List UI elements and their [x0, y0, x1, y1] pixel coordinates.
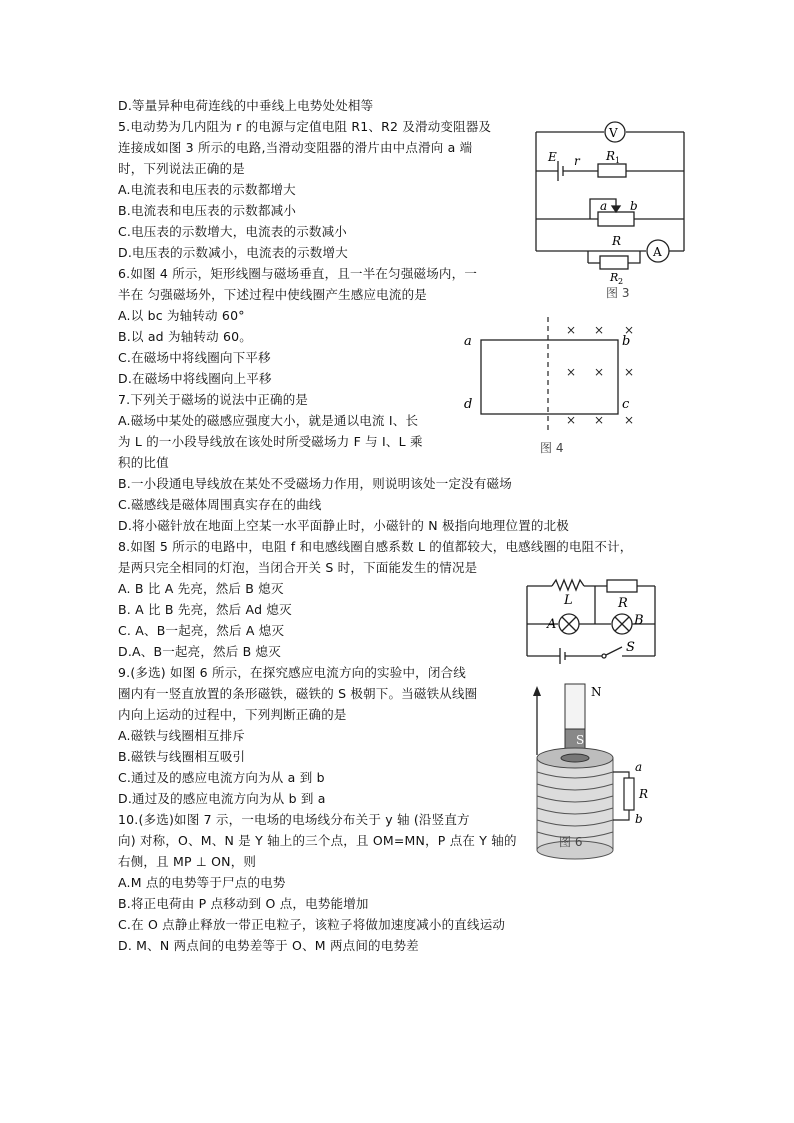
field-cross: × — [624, 323, 635, 337]
option-line: D.A、B一起亮，然后 B 熄灭 — [118, 644, 281, 659]
field-cross: × — [624, 365, 635, 379]
option-line: B.电流表和电压表的示数都减小 — [118, 203, 297, 218]
rheostat — [598, 212, 634, 226]
r2-label: R — [610, 271, 619, 284]
option-line: C.在磁场中将线圈向下平移 — [118, 350, 271, 365]
r2-subscript: 2 — [618, 277, 624, 286]
option-line: A.磁铁与线圈相互排斥 — [118, 728, 246, 743]
field-cross: × — [566, 365, 577, 379]
bar-magnet-n — [565, 684, 585, 729]
switch-contact — [602, 654, 606, 658]
figure-caption: 图 3 — [606, 286, 630, 300]
figure-5-inductor-circuit — [522, 576, 662, 666]
resistor-r — [607, 580, 637, 592]
option-line: B.以 ad 为轴转动 60。 — [118, 329, 252, 344]
resistor-label: R — [639, 787, 649, 801]
resistor-r — [624, 778, 634, 810]
figure-6-magnet-coil — [525, 680, 665, 860]
bulb-a-label: A — [547, 617, 557, 632]
field-cross: × — [566, 413, 577, 427]
node-a-label: a — [600, 199, 608, 213]
option-line: D. M、N 两点间的电势差等于 O、M 两点间的电势差 — [118, 938, 419, 953]
r1-subscript: 1 — [615, 156, 621, 165]
option-line: C.通过及的感应电流方向为从 a 到 b — [118, 770, 325, 785]
figure-6-caption: 图 6 — [559, 835, 583, 849]
question-stem: 半在 匀强磁场外，下述过程中使线圈产生感应电流的是 — [118, 287, 427, 302]
option-line: A. B 比 A 先亮，然后 B 熄灭 — [118, 581, 284, 596]
field-cross: × — [566, 323, 577, 337]
voltmeter-label: V — [609, 126, 618, 140]
field-cross: × — [594, 323, 605, 337]
terminal-a-label: a — [635, 760, 643, 774]
option-line: C.磁感线是磁体周围真实存在的曲线 — [118, 497, 322, 512]
question-stem: 6.如图 4 所示，矩形线圈与磁场垂直，且一半在匀强磁场内，一 — [118, 266, 478, 281]
option-line: 为 L 的一小段导线放在该处时所受磁场力 F 与 I、L 乘 — [118, 434, 423, 449]
emf-label: E — [548, 150, 557, 164]
option-line: C.电压表的示数增大，电流表的示数减小 — [118, 224, 348, 239]
resistor-label: R — [618, 596, 628, 611]
option-line: A.以 bc 为轴转动 60° — [118, 308, 245, 323]
inductor-label: L — [564, 593, 573, 608]
corner-a-label: a — [464, 334, 472, 349]
question-stem: 右侧，且 MP ⊥ ON，则 — [118, 854, 257, 869]
resistor-r2 — [600, 256, 628, 269]
question-stem: 10.(多选)如图 7 示，一电场的电场线分布关于 y 轴 (沿竖直方 — [118, 812, 470, 827]
option-line: D.将小磁针放在地面上空某一水平面静止时，小磁针的 N 极指向地理位置的北极 — [118, 518, 569, 533]
option-line: D.在磁场中将线圈向上平移 — [118, 371, 272, 386]
option-line: B.将正电荷由 P 点移动到 O 点，电势能增加 — [118, 896, 369, 911]
r-label: R — [612, 234, 622, 248]
option-line: B. A 比 B 先亮，然后 Ad 熄灭 — [118, 602, 292, 617]
option-line: D.通过及的感应电流方向为从 b 到 a — [118, 791, 326, 806]
south-pole-label: S — [576, 733, 585, 747]
terminal-b-label: b — [635, 812, 643, 826]
corner-b-label: b — [622, 334, 631, 349]
option-line: A.电流表和电压表的示数都增大 — [118, 182, 296, 197]
corner-c-label: c — [622, 397, 630, 412]
figure-3-circuit — [528, 115, 708, 300]
switch-label: S — [626, 640, 635, 655]
question-stem: 内向上运动的过程中，下列判断正确的是 — [118, 707, 347, 722]
field-cross: × — [624, 413, 635, 427]
option-line: A.M 点的电势等于尸点的电势 — [118, 875, 286, 890]
question-stem: 8.如图 5 所示的电路中，电阻 f 和电感线圈自感系数 L 的值都较大，电感线圈的电阻不计， — [118, 539, 633, 554]
inductor-coil — [552, 580, 584, 590]
option-line: A.磁场中某处的磁感应强度大小，就是通以电流 I、长 — [118, 413, 419, 428]
option-line: B.一小段通电导线放在某处不受磁场力作用，则说明该处一定没有磁场 — [118, 476, 512, 491]
resistor-r1 — [598, 164, 626, 177]
ammeter-label: A — [653, 245, 662, 259]
switch-s — [606, 647, 622, 655]
field-cross: × — [594, 365, 605, 379]
option-line: 积的比值 — [118, 455, 169, 470]
option-line: C. A、B一起亮，然后 A 熄灭 — [118, 623, 285, 638]
option-line: D.电压表的示数减小，电流表的示数增大 — [118, 245, 348, 260]
north-pole-label: N — [591, 685, 602, 699]
question-stem: 7.下列关于磁场的说法中正确的是 — [118, 392, 309, 407]
option-line: D.等量异种电荷连线的中垂线上电势处处相等 — [118, 98, 374, 113]
question-stem: 5.电动势为几内阻为 r 的电源与定值电阻 R1、R2 及滑动变阻器及 — [118, 119, 492, 134]
option-line: B.磁铁与线圈相互吸引 — [118, 749, 246, 764]
internal-r-label: r — [574, 154, 580, 168]
corner-d-label: d — [464, 397, 473, 412]
figure-caption: 图 4 — [540, 441, 564, 455]
option-line: C.在 O 点静止释放一带正电粒子，该粒子将做加速度减小的直线运动 — [118, 917, 506, 932]
question-stem: 时，下列说法正确的是 — [118, 161, 246, 176]
r1-label: R — [606, 149, 616, 163]
question-stem: 连接成如图 3 所示的电路,当滑动变阻器的滑片由中点滑向 a 端 — [118, 140, 473, 155]
question-stem: 向) 对称，O、M、N 是 Y 轴上的三个点，且 OM=MN，P 点在 Y 轴的 — [118, 833, 517, 848]
question-stem: 9.(多选) 如图 6 所示，在探究感应电流方向的实验中，闭合线 — [118, 665, 466, 680]
question-stem: 是两只完全相同的灯泡，当闭合开关 S 时，下面能发生的情况是 — [118, 560, 478, 575]
figure-4-coil-field — [458, 315, 648, 460]
field-cross: × — [594, 413, 605, 427]
question-stem: 圈内有一竖直放置的条形磁铁，磁铁的 S 极朝下。当磁铁从线圈 — [118, 686, 478, 701]
bulb-b-label: B — [634, 613, 644, 628]
node-b-label: b — [630, 199, 638, 213]
